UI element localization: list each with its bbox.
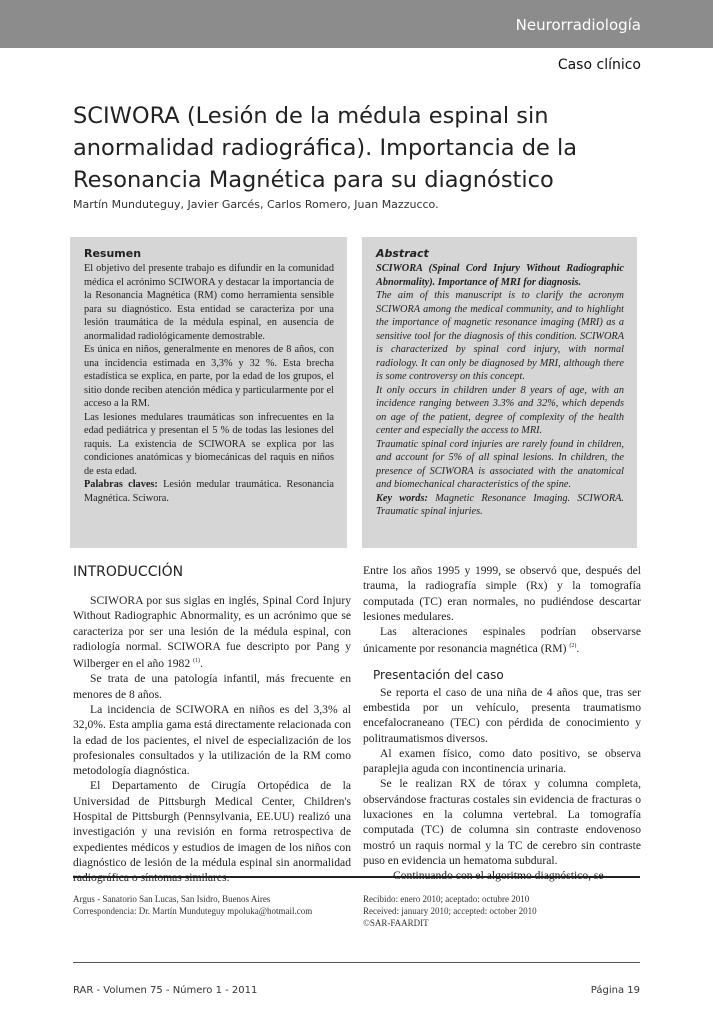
text: . — [576, 642, 580, 656]
case-heading: Presentación del caso — [373, 667, 504, 682]
paragraph: Se reporta el caso de una niña de 4 años que, tras ser embestida por un vehículo, presenta traumatismo encefalocraneano (TEC) con pérdida de conocimiento y politraumatismos diversos. — [363, 685, 641, 745]
copyright: ©SAR-FAARDIT — [363, 918, 429, 928]
resumen-box — [70, 237, 347, 548]
paragraph: Entre los años 1995 y 1999, se observó que, después del trauma, la radiografía simple (Rx) y la tomografía computada (TC) eran normales, no pudiéndose descartar lesiones medulares. — [363, 564, 641, 623]
abstract-paragraph: The aim of this manuscript is to clarify the acronym SCIWORA among the medical community, and to highlight the importance of magnetic resonance imaging (MRI) as a sensitive tool for the diagnosis of this condition. SCIWORA is characterized by spinal cord injury, with normal radiology. It can only be diagnosed by MRI, although there is some controversy on this concept. — [376, 290, 624, 382]
article-title: SCIWORA (Lesión de la médula espinal sin anormalidad radiográfica). Importancia de la Resonancia Magnética para su diagnóstico — [73, 103, 578, 193]
right-column — [363, 563, 641, 884]
keywords-label: Key words: — [376, 492, 428, 504]
article-type: Caso clínico — [557, 57, 641, 73]
text: . — [200, 657, 203, 671]
section-label: Neurorradiología — [515, 16, 641, 34]
resumen-paragraph: El objetivo del presente trabajo es difundir en la comunidad médica el acrónimo SCIWORA y destacar la importancia de la Resonancia Magnética (RM) como herramienta sensible para su diagnóstico. Esta entidad se caracteriza por una lesión traumática de la médula espinal, en ausencia de anormalidad radiológicamente demostrable. — [84, 263, 334, 342]
footnote-right — [363, 893, 537, 929]
keywords-label: Palabras claves: — [84, 479, 158, 490]
page-number: Página 19 — [590, 985, 640, 996]
keywords: Magnetic Resonance Imaging. SCIWORA. Traumatic spinal injuries. — [376, 492, 625, 517]
received-en: Received: january 2010; accepted: october 2010 — [363, 906, 537, 916]
affiliation: Argus - Sanatorio San Lucas, San Isidro, Buenos Aires — [73, 894, 271, 904]
abstract-heading: Abstract — [376, 247, 429, 260]
abstract-box — [362, 237, 637, 548]
received-es: Recibido: enero 2010; aceptado: octubre 2010 — [363, 894, 530, 904]
section-header-bar — [0, 0, 713, 48]
paragraph: Se le realizan RX de tórax y columna completa, observándose fracturas costales sin evidencia de fracturas o luxaciones en la columna vertebral. La tomografía computada (TC) de columna sin contraste endovenoso mostró un raquis normal y la TC de cerebro sin contraste puso en evidencia un hematoma subdural. — [363, 777, 641, 867]
paragraph — [363, 624, 641, 656]
text: Las alteraciones espinales podrían observarse únicamente por resonancia magnética (RM) — [363, 625, 641, 656]
resumen-keywords — [84, 478, 334, 505]
abstract-paragraph: Traumatic spinal cord injuries are rarely found in children, and account for 5% of all spinal lesions. In children, the presence of SCIWORA is associated with the anatomical and biomechanical characteristics of the spine. — [376, 438, 624, 490]
authors: Martín Munduteguy, Javier Garcés, Carlos Romero, Juan Mazzucco. — [73, 198, 439, 211]
resumen-paragraph: Las lesiones medulares traumáticas son infrecuentes en la edad pediátrica y presentan el 5 % de todas las lesiones del raquis. La existencia de SCIWORA se explica por las condiciones anatómicas y biomecánicas del raquis en niños de esta edad. — [84, 411, 334, 477]
correspondence: Correspondencia: Dr. Martín Munduteguy mpoluka@hotmail.com — [73, 906, 313, 916]
paragraph — [73, 593, 351, 671]
left-column — [73, 563, 351, 886]
abstract-subtitle: SCIWORA (Spinal Cord Injury Without Radiographic Abnormality). Importance of MRI for diagnosis. — [376, 263, 624, 288]
paragraph: Al examen físico, como dato positivo, se observa paraplejia aguda con incontinencia urinaria. — [363, 746, 641, 776]
intro-heading: INTRODUCCIÓN — [73, 564, 184, 580]
footnote-left — [73, 893, 312, 917]
footnote-divider — [73, 876, 640, 878]
text: SCIWORA por sus siglas en inglés, Spinal Cord Injury Without Radiographic Abnormality, es un acrónimo que se caracteriza por ser una lesión de la médula espinal, con radiología normal. SCIWORA fue descripto por Pang y Wilberger en el año 1982 — [73, 594, 351, 671]
paragraph: El Departamento de Cirugía Ortopédica de la Universidad de Pittsburgh Medical Center, Children's Hospital de Pittsburgh (Pennsylvania, EE.UU) realizó una investigación y una revisión en forma retrospectiva de expedientes médicos y estudios de imagen de los niños con diagnóstico de lesión de la médula espinal sin anormalidad — [73, 779, 351, 869]
paragraph: Se trata de una patología infantil, más frecuente en menores de 8 años. — [73, 672, 351, 701]
resumen-paragraph: Es única en niños, generalmente en menores de 8 años, con una incidencia estimada en 3,3% y 32 %. Esta brecha estadística se explica, en parte, por la edad de los grupos, el sitio donde reciben atención médica y particularmente por el acceso a la RM. — [84, 344, 334, 409]
footer-divider — [73, 962, 640, 963]
journal-info: RAR - Volumen 75 - Número 1 - 2011 — [73, 985, 258, 996]
resumen-heading: Resumen — [84, 247, 142, 260]
citation: (2) — [569, 643, 577, 650]
abstract-keywords — [376, 492, 624, 519]
keywords: Lesión medular traumática. Resonancia Magnética. Sciwora. — [84, 479, 334, 504]
citation: (1) — [193, 658, 201, 665]
abstract-paragraph: It only occurs in children under 8 years of age, with an incidence ranging between 3.3% and 32%, which depends on age of the patient, degree of complexity of the health center and especially the access to MRI. — [376, 384, 624, 436]
paragraph: La incidencia de SCIWORA en niños es del 3,3% al 32,0%. Esta amplia gama está directamente relacionada con la edad de los pacientes, el nivel de especialización de los profesionales consultados y la utilización de la RM como metodología diagnóstica. — [73, 702, 351, 778]
